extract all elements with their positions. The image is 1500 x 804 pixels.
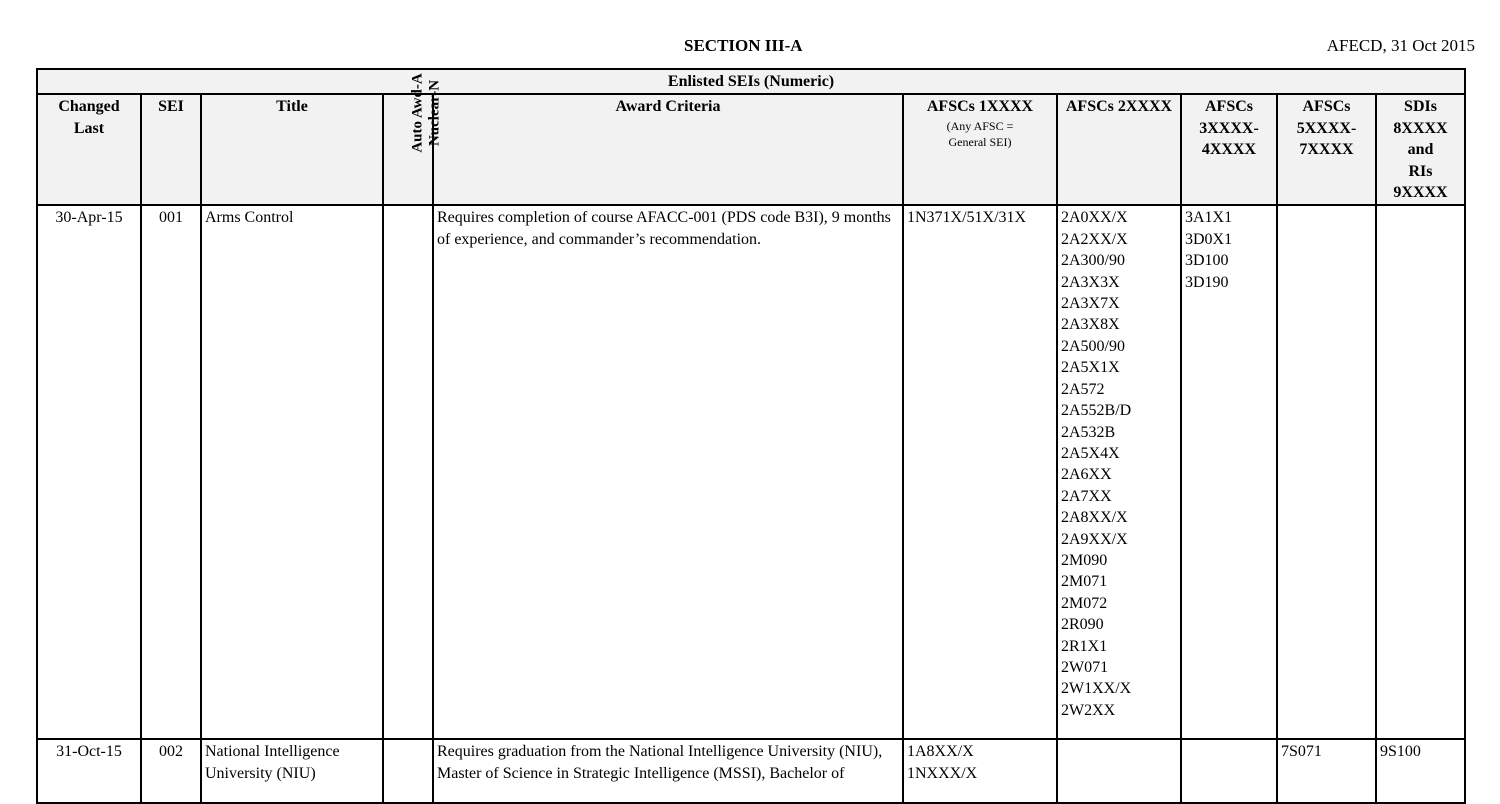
col-afscs-5: AFSCs 5XXXX- 7XXXX: [1277, 94, 1376, 205]
cell-title: Arms Control: [201, 205, 383, 739]
afsc-item: 1A8XX/X: [907, 743, 974, 761]
col-sei: SEI: [141, 94, 201, 205]
cell-afscs-2: [1057, 205, 1181, 739]
cell-changed-last: 31-Oct-15: [37, 739, 141, 803]
cell-afscs-3: [1181, 205, 1277, 739]
cell-afscs-5: 7S071: [1277, 739, 1376, 803]
col-changed-last: Changed Last: [37, 94, 141, 205]
afsc-item: 2A300/90: [1061, 252, 1125, 270]
afsc-item: 2A532B: [1061, 423, 1116, 441]
afsc-item: 2R1X1: [1061, 637, 1108, 655]
afsc-item: 2A3X7X: [1061, 295, 1120, 313]
cell-sei: 002: [141, 739, 201, 803]
afsc-item: 1NXXX/X: [907, 764, 978, 782]
afsc-item: 3A1X1: [1185, 209, 1233, 227]
cell-afscs-2: [1057, 739, 1181, 803]
cell-auto-awd: [383, 739, 433, 803]
afsc-item: 2A8XX/X: [1061, 509, 1128, 527]
section-heading: SECTION III-A: [684, 36, 803, 55]
afsc-item: 3D0X1: [1185, 230, 1233, 248]
document-id: AFECD, 31 Oct 2015: [1326, 36, 1475, 55]
col-afscs-3: AFSCs 3XXXX- 4XXXX: [1181, 94, 1277, 205]
afsc-item: 2A3X8X: [1061, 316, 1120, 334]
cell-changed-last: 30-Apr-15: [37, 205, 141, 739]
cell-award-criteria: Requires completion of course AFACC-001 (PDS code B3I), 9 months of experience, and commander’s recommendation.: [433, 205, 903, 739]
col-sdis: SDIs 8XXXX and RIs 9XXXX: [1376, 94, 1465, 205]
afsc-item: 2A500/90: [1061, 337, 1125, 355]
afsc-item: 3D100: [1185, 252, 1229, 270]
afsc-item: 2A7XX: [1061, 487, 1112, 505]
cell-sdis: 9S100: [1376, 739, 1465, 803]
afsc-item: 2M072: [1061, 594, 1108, 612]
afsc-item: 2A2XX/X: [1061, 230, 1128, 248]
cell-afscs-5: [1277, 205, 1376, 739]
col-title: Title: [201, 94, 383, 205]
afsc-item: 2A3X3X: [1061, 273, 1120, 291]
afsc-item: 2A572: [1061, 380, 1105, 398]
cell-award-criteria: Requires graduation from the National Intelligence University (NIU), Master of Science in Strategic Intelligence (MSSI), Bachelor of: [433, 739, 903, 803]
afsc-item: 2A9XX/X: [1061, 530, 1128, 548]
cell-sdis: [1376, 205, 1465, 739]
afsc-item: 2A5X4X: [1061, 444, 1120, 462]
col-afscs-1: AFSCs 1XXXX (Any AFSC = General SEI): [903, 94, 1057, 205]
afsc-item: 2A5X1X: [1061, 359, 1120, 377]
cell-afscs-1: 1N371X/51X/31X: [903, 205, 1057, 739]
cell-auto-awd: [383, 205, 433, 739]
afsc-item: 2W1XX/X: [1061, 680, 1132, 698]
afsc-item: 3D190: [1185, 273, 1229, 291]
col-award-criteria: Award Criteria: [433, 94, 903, 205]
afsc-item: 2W071: [1061, 658, 1109, 676]
enlisted-sei-table: [36, 68, 1466, 804]
col-auto-awd: Auto Awd-A Nuclear-N: [383, 94, 433, 205]
header-row: [37, 94, 1465, 205]
afsc-item: 2A0XX/X: [1061, 209, 1128, 227]
afsc-item: 2M090: [1061, 551, 1108, 569]
cell-title: National Intelligence University (NIU): [201, 739, 383, 803]
afsc-item: 2M071: [1061, 573, 1108, 591]
col-afscs-2: AFSCs 2XXXX: [1057, 94, 1181, 205]
afsc-item: 2A6XX: [1061, 466, 1112, 484]
cell-sei: 001: [141, 205, 201, 739]
table-row: [37, 739, 1465, 803]
afsc-item: 2A552B/D: [1061, 402, 1132, 420]
table-row: [37, 205, 1465, 739]
cell-afscs-3: [1181, 739, 1277, 803]
cell-afscs-1: [903, 739, 1057, 803]
afsc-item: 2W2XX: [1061, 701, 1116, 719]
afsc-item: 2R090: [1061, 616, 1104, 634]
table-title: Enlisted SEIs (Numeric): [37, 69, 1465, 94]
